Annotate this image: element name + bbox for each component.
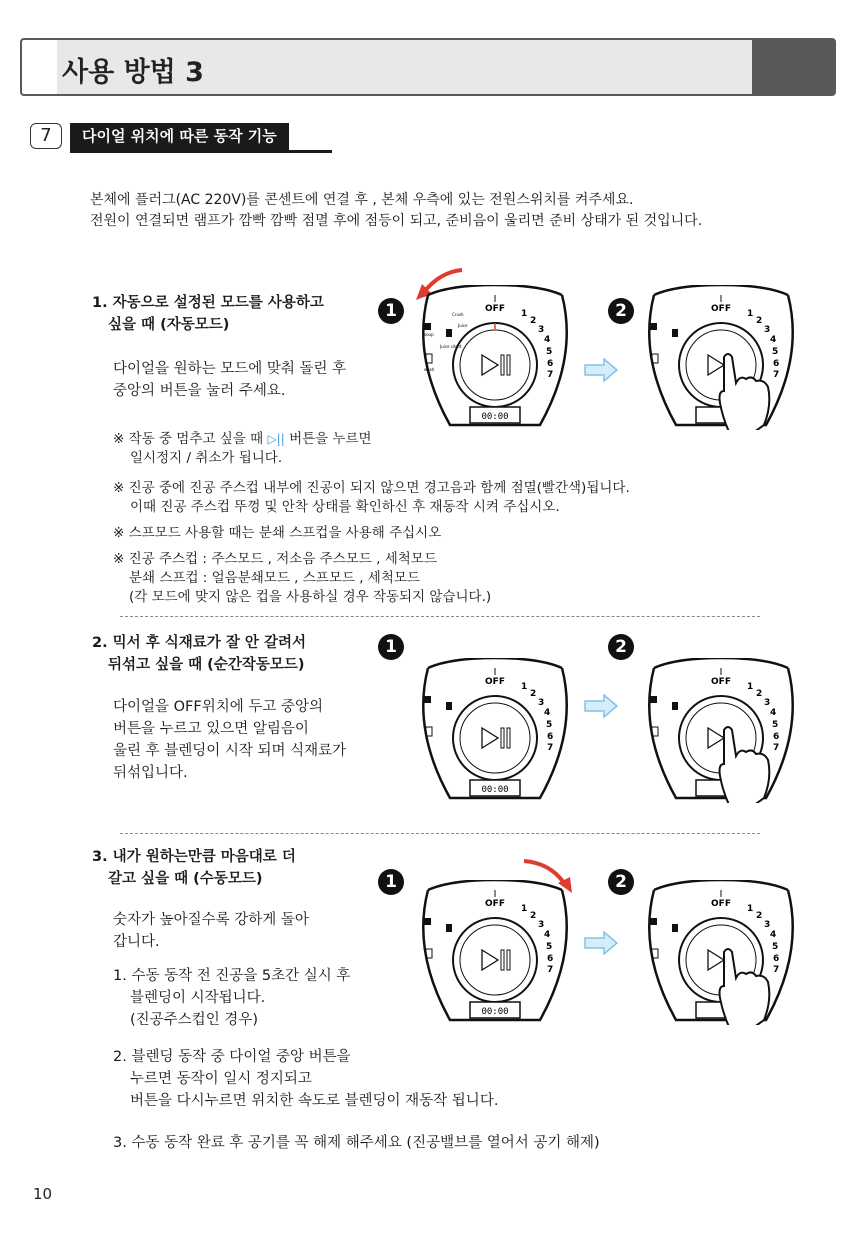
intro-text [90,190,702,232]
dial-label-4: 4 [770,708,777,718]
dial-label-6: 6 [773,732,780,742]
block2-title-line-1: 2. 믹서 후 식재료가 잘 안 갈려서 [92,635,306,651]
dial-label-wash: wash [424,367,435,372]
block3-title-line-1: 3. 내가 원하는만큼 마음대로 더 [92,849,296,865]
note2-line-2: 이때 진공 주스컵 뚜껑 및 안착 상태를 확인하신 후 재동작 시켜 주십시오. [130,499,560,515]
page-number: 10 [33,1185,53,1203]
dial-label-juice-silent: Juice silent [440,344,462,349]
note4-line-2: 분쇄 스프컵 : 얼음분쇄모드 , 스프모드 , 세척모드 [129,570,420,586]
block2-title [92,632,306,676]
block1-title [92,292,324,336]
section-underline [70,150,332,153]
dial-label-7: 7 [547,370,554,380]
item2-line-2: 누르면 동작이 일시 정지되고 [130,1071,312,1087]
dial-label-5: 5 [546,720,553,730]
dial-label-4: 4 [770,335,777,345]
dial-label-5: 5 [546,347,553,357]
item2-line-1: 2. 블렌딩 동작 중 다이얼 중앙 버튼을 [113,1049,351,1065]
block3-item-1 [113,965,350,1031]
block2-desc-line-3: 울린 후 블렌딩이 시작 되며 식재료가 [113,743,347,759]
dial-label-3: 3 [538,325,545,335]
dial-illustration-2b [636,658,806,803]
page-header [20,38,836,96]
dial-label-1: 1 [521,682,528,692]
next-arrow-icon [584,694,618,718]
intro-line-1: 본체에 플러그(AC 220V)를 콘센트에 연결 후 , 본체 우측에 있는 전원스위치를 켜주세요. [90,192,634,208]
block3-item-3: 3. 수동 동작 완료 후 공기를 꼭 해제 해주세요 (진공밸브를 열어서 공기 해제) [113,1135,600,1151]
dial-label-off: OFF [711,677,731,687]
block2-desc-line-2: 버튼을 누르고 있으면 알림음이 [113,721,309,737]
timer-display: 00:00 [481,785,509,795]
dial-label-7: 7 [773,743,780,753]
step-badge-2b: 2 [608,634,634,660]
block1-note-2 [113,479,630,517]
note2-line-1: ※ 진공 중에 진공 주스컵 내부에 진공이 되지 않으면 경고음과 함께 점멸(빨간색)됩니다. [113,480,630,496]
dial-label-6: 6 [773,359,780,369]
dial-label-3: 3 [764,698,771,708]
note1-prefix: ※ 작동 중 멈추고 싶을 때 [113,431,264,447]
dial-label-off: OFF [711,304,731,314]
dial-label-4: 4 [544,708,551,718]
intro-line-2: 전원이 연결되면 램프가 깜빡 깜빡 점멸 후에 점등이 되고, 준비음이 울리면 준비 상태가 된 것입니다. [90,213,703,229]
step-badge-2a: 2 [608,298,634,324]
dial-label-off: OFF [485,899,505,909]
play-pause-icon: ▷|| [267,432,285,446]
dial-label-7: 7 [547,743,554,753]
dial-label-off: OFF [485,677,505,687]
block1-desc-line-2: 중앙의 버튼을 눌러 주세요. [113,383,286,399]
section-title: 다이얼 위치에 따른 동작 기능 [70,123,289,150]
block1-title-line-2: 싶을 때 (자동모드) [108,317,230,333]
block3-desc-line-1: 숫자가 높아질수록 강하게 돌아 [113,912,309,928]
item2-line-3: 버튼을 다시누르면 위치한 속도로 블렌딩이 재동작 됩니다. [130,1093,499,1109]
dial-label-2: 2 [756,689,763,699]
dial-label-3: 3 [538,920,545,930]
block1-desc-line-1: 다이얼을 원하는 모드에 맞춰 돌린 후 [113,361,347,377]
section-number: 7 [30,123,62,149]
dial-label-3: 3 [538,698,545,708]
note1-suffix: 버튼을 누르면 [289,431,372,447]
dial-label-5: 5 [546,942,553,952]
dial-label-juice: Juice [458,323,468,328]
dial-label-3: 3 [764,325,771,335]
dial-label-6: 6 [547,732,554,742]
dial-label-5: 5 [772,720,779,730]
dial-label-4: 4 [544,930,551,940]
next-arrow-icon [584,931,618,955]
dial-label-7: 7 [547,965,554,975]
dial-label-1: 1 [747,682,754,692]
block2-desc-line-4: 뒤섞입니다. [113,765,188,781]
dial-label-4: 4 [544,335,551,345]
dial-label-2: 2 [530,316,537,326]
divider-2 [120,833,760,834]
item1-line-2: 블렌딩이 시작됩니다. [130,990,266,1006]
block2-desc-line-1: 다이얼을 OFF위치에 두고 중앙의 [113,699,324,715]
dial-illustration-1a [410,285,580,430]
dial-label-6: 6 [547,954,554,964]
note4-line-3: (각 모드에 맞지 않은 컵을 사용하실 경우 작동되지 않습니다.) [129,589,492,605]
block3-item-2 [113,1046,498,1112]
dial-label-1: 1 [521,904,528,914]
dial-label-6: 6 [547,359,554,369]
item1-line-1: 1. 수동 동작 전 진공을 5초간 실시 후 [113,968,351,984]
dial-label-5: 5 [772,347,779,357]
dial-label-crush: Crush [452,312,464,317]
step-badge-1b: 1 [378,634,404,660]
note1-line-2: 일시정지 / 취소가 됩니다. [130,450,283,466]
dial-label-2: 2 [756,911,763,921]
timer-display: 00:00 [481,1007,509,1017]
dial-label-soup: soup [424,332,434,337]
dial-label-2: 2 [530,911,537,921]
dial-label-6: 6 [773,954,780,964]
dial-label-1: 1 [747,309,754,319]
block1-note-4 [113,550,491,607]
item1-line-3: (진공주스컵인 경우) [130,1012,258,1028]
timer-display: 00:00 [481,412,509,422]
dial-illustration-3a [410,880,580,1025]
next-arrow-icon [584,358,618,382]
dial-label-1: 1 [521,309,528,319]
page-title: 사용 방법 3 [62,57,204,88]
block2-title-line-2: 뒤섞고 싶을 때 (순간작동모드) [108,657,305,673]
block3-title-line-2: 갈고 싶을 때 (수동모드) [108,871,263,887]
block3-title [92,846,296,890]
step-badge-2c: 2 [608,869,634,895]
step-badge-1a: 1 [378,298,404,324]
dial-illustration-3b [636,880,806,1025]
block1-note-1 [113,430,372,468]
step-badge-1c: 1 [378,869,404,895]
dial-label-2: 2 [756,316,763,326]
dial-label-2: 2 [530,689,537,699]
dial-label-off: OFF [711,899,731,909]
dial-label-5: 5 [772,942,779,952]
dial-label-off: OFF [485,304,505,314]
divider-1 [120,616,760,617]
note4-line-1: ※ 진공 주스컵 : 주스모드 , 저소음 주스모드 , 세척모드 [113,551,437,567]
block1-title-line-1: 1. 자동으로 설정된 모드를 사용하고 [92,295,324,311]
block1-note-3: ※ 스프모드 사용할 때는 분쇄 스프컵을 사용해 주십시오 [113,525,442,541]
block2-description [113,696,346,784]
dial-label-7: 7 [773,370,780,380]
dial-illustration-1b [636,285,806,430]
block3-desc-line-2: 갑니다. [113,934,160,950]
dial-illustration-2a [410,658,580,803]
dial-label-1: 1 [747,904,754,914]
dial-label-4: 4 [770,930,777,940]
dial-label-3: 3 [764,920,771,930]
dial-label-7: 7 [773,965,780,975]
block1-description [113,358,346,402]
block3-description [113,909,309,953]
